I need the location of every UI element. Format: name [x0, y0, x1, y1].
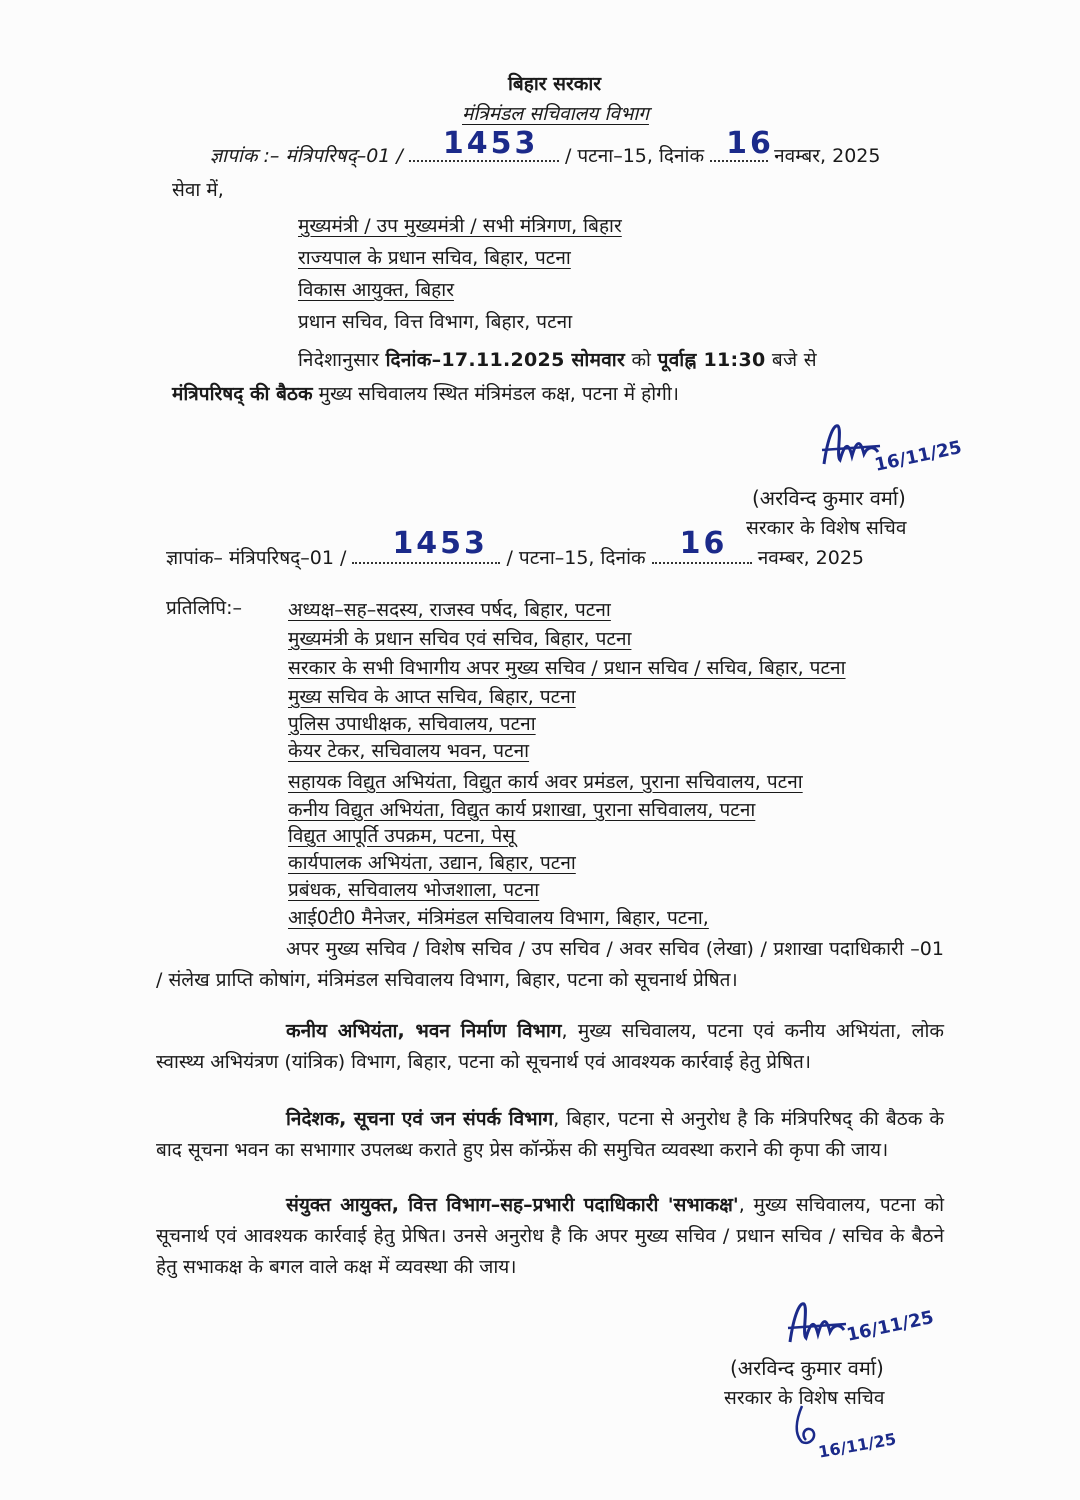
copy-label: प्रतिलिपि:–: [166, 597, 242, 619]
notice-line-1: [298, 346, 817, 372]
copy-item: अध्यक्ष–सह–सदस्य, राजस्व पर्षद, बिहार, पटना: [288, 599, 611, 621]
memo-prefix: ज्ञापांक– मंत्रिपरिषद्–01 /: [166, 547, 347, 569]
memo-day-handwritten: 16: [679, 526, 728, 561]
memo-number-handwritten: 1453: [442, 126, 539, 161]
copy-item: कनीय विद्युत अभियंता, विद्युत कार्य प्रशाखा, पुराना सचिवालय, पटना: [288, 799, 756, 821]
signatory-name-2: (अरविन्द कुमार वर्मा): [730, 1356, 884, 1380]
signature-2-date: 16/11/25: [844, 1307, 936, 1346]
copy-item: प्रबंधक, सचिवालय भोजशाला, पटना: [288, 879, 540, 901]
recipient-item: मुख्यमंत्री / उप मुख्यमंत्री / सभी मंत्रिगण, बिहार: [298, 215, 622, 237]
salutation: सेवा में,: [172, 179, 224, 201]
memo-number-line-2: [166, 526, 865, 570]
notice-text: मुख्य सचिवालय स्थित मंत्रिमंडल कक्ष, पटना में होगी।: [318, 383, 679, 405]
copy-item: कार्यपालक अभियंता, उद्यान, बिहार, पटना: [288, 852, 576, 874]
para-director: [156, 1104, 944, 1166]
signature-1-date: 16/11/25: [872, 437, 964, 476]
para-engineer: [156, 1016, 944, 1078]
department-heading: मंत्रिमंडल सचिवालय विभाग: [462, 103, 649, 125]
para-engineer-bold: कनीय अभियंता, भवन निर्माण विभाग: [286, 1020, 562, 1042]
copy-item: मुख्य सचिव के आप्त सचिव, बिहार, पटना: [288, 686, 576, 708]
meeting-time: पूर्वाह्न 11:30: [657, 349, 766, 371]
para-director-text: , बिहार, पटना से अनुरोध है कि मंत्रिपरिषद् की बैठक के बाद सूचना भवन का सभागार उपलब्ध कराते हुए प्रेस कॉन्फ्रेंस की समुचित व्यवस्था कराने की कृपा की जाय।: [156, 1108, 945, 1161]
memo-number-blank: [409, 126, 559, 162]
memo-day-blank: [710, 126, 774, 162]
copy-item: पुलिस उपाधीक्षक, सचिवालय, पटना: [288, 713, 536, 735]
memo-number-blank: [352, 526, 500, 564]
recipient-item: विकास आयुक्त, बिहार: [298, 279, 454, 301]
para-director-bold: निदेशक, सूचना एवं जन संपर्क विभाग: [286, 1108, 554, 1130]
government-heading: बिहार सरकार: [508, 73, 602, 95]
para-finance-text: , मुख्य सचिवालय, पटना को सूचनार्थ एवं आवश्यक कार्रवाई हेतु प्रेषित। उनसे अनुरोध है कि अपर मुख्य सचिव / प्रधान सचिव / सचिव के बैठने हेतु सभाकक्ष के बगल वाले कक्ष में व्यवस्था की जाय।: [156, 1194, 944, 1278]
memo-prefix: ज्ञापांक :– मंत्रिपरिषद्–01 /: [210, 145, 403, 167]
initial-date: 16/11/25: [816, 1429, 898, 1462]
signatory-name: (अरविन्द कुमार वर्मा): [752, 486, 906, 510]
notice-text: निदेशानुसार: [298, 349, 380, 371]
para-accounts: अपर मुख्य सचिव / विशेष सचिव / उप सचिव / अवर सचिव (लेखा) / प्रशाखा पदाधिकारी –01 / संलेख प्राप्ति कोषांग, मंत्रिमंडल सचिवालय विभाग, बिहार, पटना को सूचनार्थ प्रेषित।: [156, 938, 944, 991]
notice-text: को: [631, 349, 652, 371]
memo-place: / पटना–15, दिनांक: [506, 547, 646, 569]
memo-number-handwritten: 1453: [392, 526, 488, 561]
para-finance-bold: संयुक्त आयुक्त, वित्त विभाग–सह–प्रभारी पदाधिकारी 'सभाकक्ष': [286, 1194, 739, 1216]
para-engineer-text: , मुख्य सचिवालय, पटना एवं कनीय अभियंता, लोक स्वास्थ्य अभियंत्रण (यांत्रिक) विभाग, बिहार, पटना को सूचनार्थ एवं आवश्यक कार्रवाई हेतु प्रेषित।: [156, 1020, 945, 1073]
signatory-designation: सरकार के विशेष सचिव: [746, 517, 907, 539]
signatory-designation-2: सरकार के विशेष सचिव: [724, 1387, 885, 1409]
recipient-item: प्रधान सचिव, वित्त विभाग, बिहार, पटना: [298, 311, 573, 333]
notice-text: बजे से: [771, 349, 817, 371]
memo-month-year: नवम्बर, 2025: [757, 547, 865, 569]
meeting-title: मंत्रिपरिषद् की बैठक: [172, 383, 313, 405]
copy-item: मुख्यमंत्री के प्रधान सचिव एवं सचिव, बिहार, पटना: [288, 628, 632, 650]
copy-item: सहायक विद्युत अभियंता, विद्युत कार्य अवर प्रमंडल, पुराना सचिवालय, पटना: [288, 771, 803, 793]
copy-item: विद्युत आपूर्ति उपक्रम, पटना, पेसू: [288, 825, 516, 847]
copy-item: सरकार के सभी विभागीय अपर मुख्य सचिव / प्रधान सचिव / सचिव, बिहार, पटना: [288, 657, 846, 679]
meeting-date: दिनांक–17.11.2025 सोमवार: [385, 349, 626, 371]
memo-month-year: नवम्बर, 2025: [774, 145, 881, 167]
memo-day-handwritten: 16: [726, 126, 774, 161]
memo-number-line: [210, 126, 881, 168]
recipient-item: राज्यपाल के प्रधान सचिव, बिहार, पटना: [298, 247, 571, 269]
memo-place: / पटना–15, दिनांक: [564, 145, 705, 167]
para-finance: [156, 1190, 944, 1283]
memo-day-blank: [652, 526, 752, 564]
copy-item: केयर टेकर, सचिवालय भवन, पटना: [288, 740, 530, 762]
notice-line-2: [172, 380, 679, 406]
copy-item: आई0टी0 मैनेजर, मंत्रिमंडल सचिवालय विभाग, बिहार, पटना,: [288, 907, 709, 929]
